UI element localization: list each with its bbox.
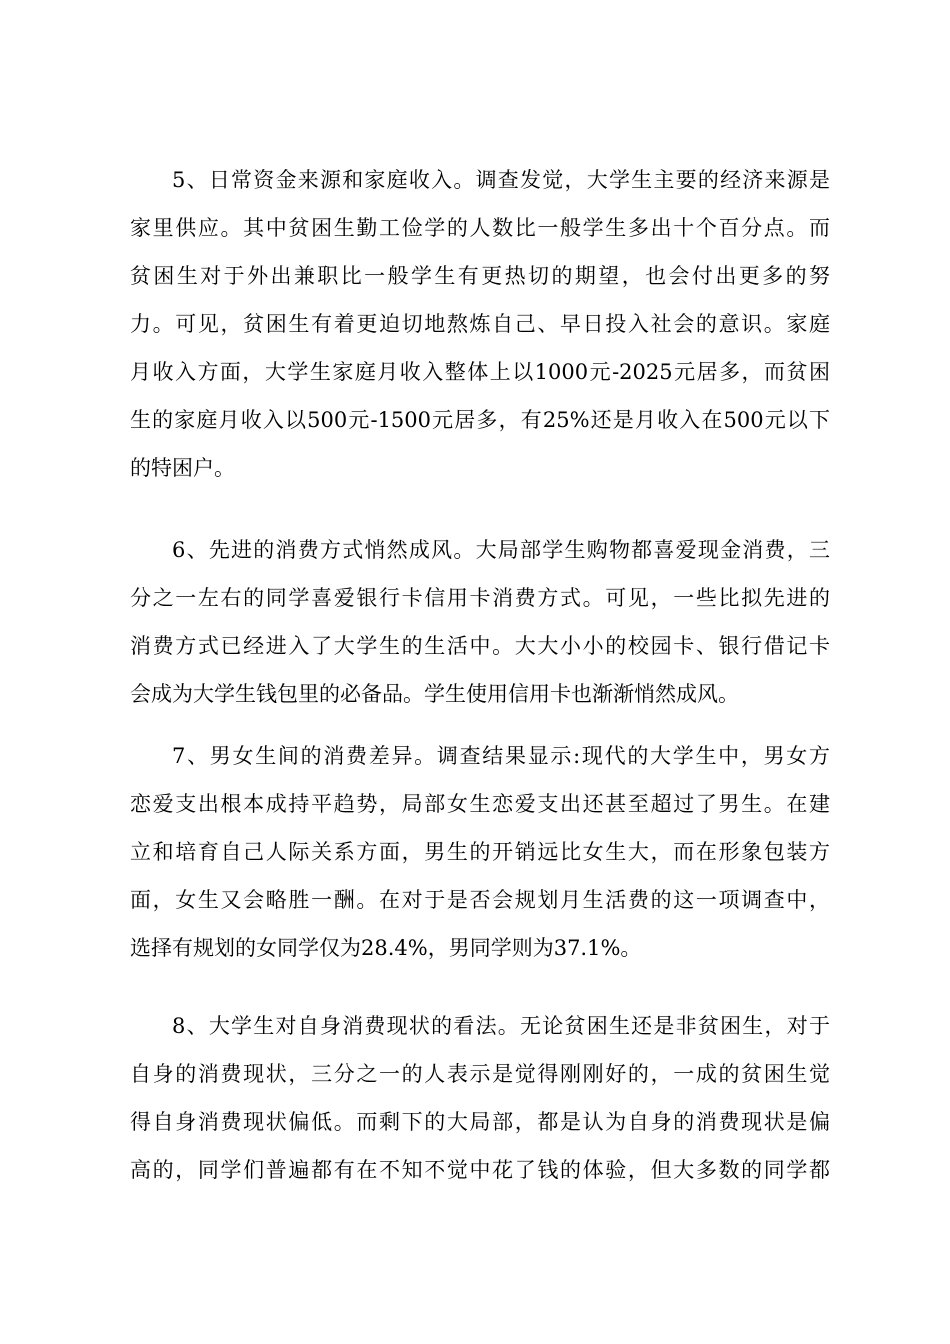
paragraph-5-line-2: 家里供应。其中贫困生勤工俭学的人数比一般学生多出十个百分点。而 <box>130 216 830 240</box>
paragraph-5-line-3: 贫困生对于外出兼职比一般学生有更热切的期望，也会付出更多的努 <box>130 264 830 288</box>
paragraph-8-line-4: 高的，同学们普遍都有在不知不觉中花了钱的体验，但大多数的同学都 <box>130 1158 830 1182</box>
paragraph-7-line-1: 7、男女生间的消费差异。调查结果显示:现代的大学生中，男女方 <box>172 744 830 768</box>
paragraph-5-line-1: 5、日常资金来源和家庭收入。调查发觉，大学生主要的经济来源是 <box>172 168 830 192</box>
paragraph-5-line-5: 月收入方面，大学生家庭月收入整体上以1000元-2025元居多，而贫困 <box>130 360 830 384</box>
paragraph-6-line-1: 6、先进的消费方式悄然成风。大局部学生购物都喜爱现金消费，三 <box>172 538 830 562</box>
paragraph-7-line-4: 面，女生又会略胜一酬。在对于是否会规划月生活费的这一项调查中， <box>130 888 830 912</box>
paragraph-8-line-2: 自身的消费现状，三分之一的人表示是觉得刚刚好的，一成的贫困生觉 <box>130 1062 830 1086</box>
paragraph-5-line-4: 力。可见，贫困生有着更迫切地熬炼自己、早日投入社会的意识。家庭 <box>130 312 830 336</box>
paragraph-8-line-3: 得自身消费现状偏低。而剩下的大局部，都是认为自身的消费现状是偏 <box>130 1110 830 1134</box>
paragraph-6-line-3: 消费方式已经进入了大学生的生活中。大大小小的校园卡、银行借记卡 <box>130 634 830 658</box>
paragraph-6-line-2: 分之一左右的同学喜爱银行卡信用卡消费方式。可见，一些比拟先进的 <box>130 586 830 610</box>
paragraph-7-line-2: 恋爱支出根本成持平趋势，局部女生恋爱支出还甚至超过了男生。在建 <box>130 792 830 816</box>
paragraph-8-line-1: 8、大学生对自身消费现状的看法。无论贫困生还是非贫困生，对于 <box>172 1014 830 1038</box>
paragraph-7-line-5: 选择有规划的女同学仅为28.4%，男同学则为37.1%。 <box>130 936 642 960</box>
paragraph-5-line-7: 的特困户。 <box>130 456 235 480</box>
paragraph-5-line-6: 生的家庭月收入以500元-1500元居多，有25%还是月收入在500元以下 <box>130 408 830 432</box>
paragraph-6-line-4: 会成为大学生钱包里的必备品。学生使用信用卡也渐渐悄然成风。 <box>130 682 739 706</box>
paragraph-7-line-3: 立和培育自己人际关系方面，男生的开销远比女生大，而在形象包装方 <box>130 840 830 864</box>
